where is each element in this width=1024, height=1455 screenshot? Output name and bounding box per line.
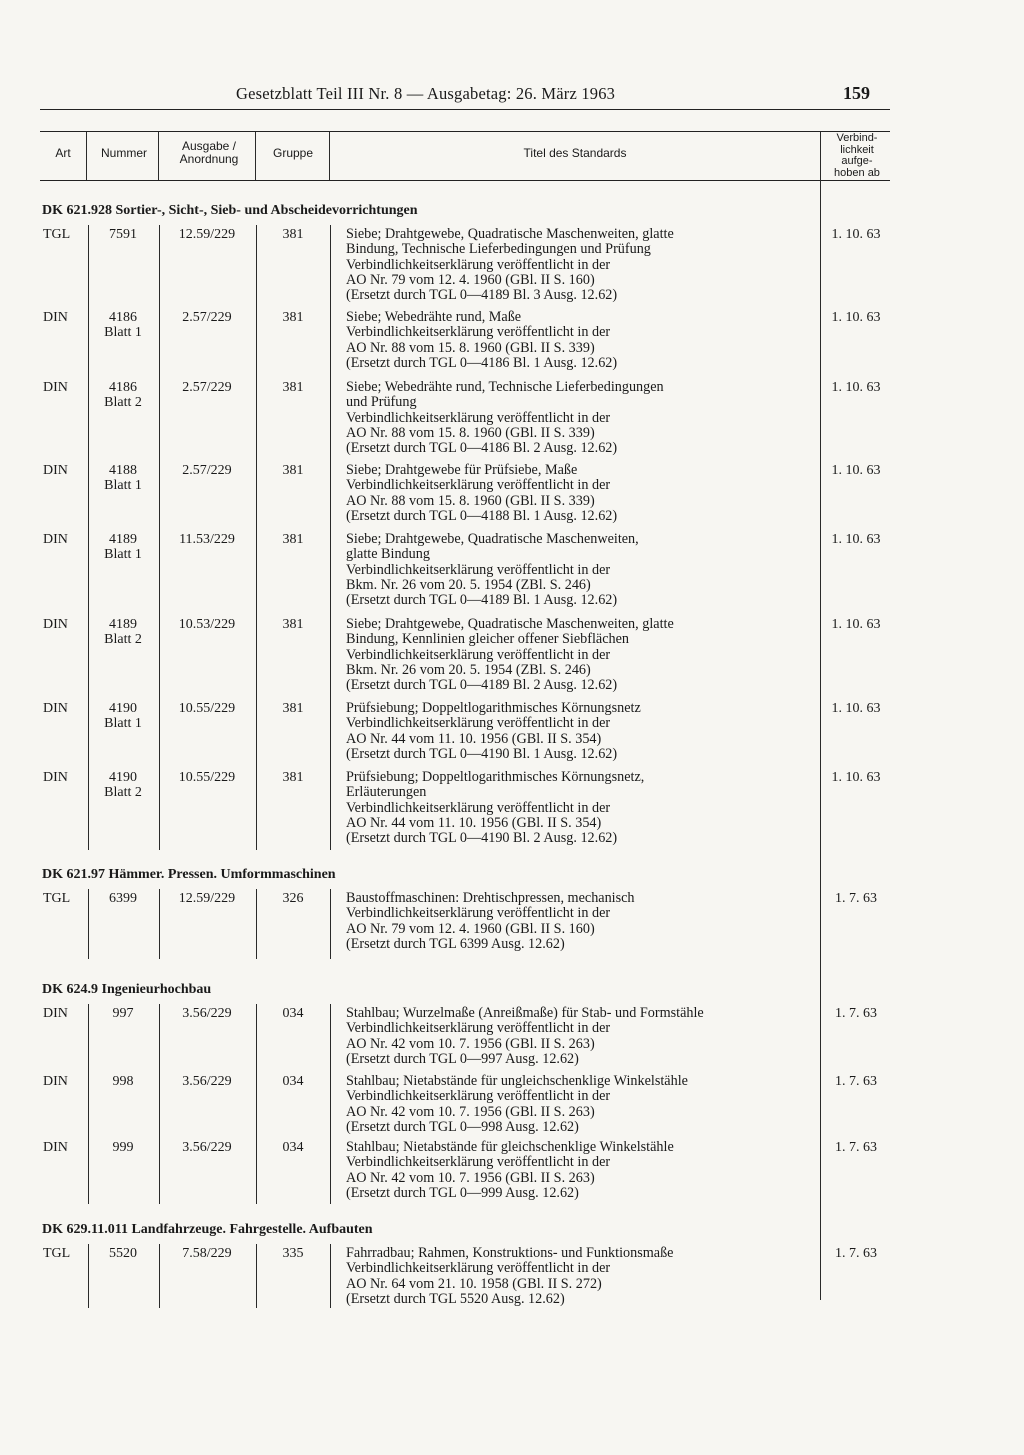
standard-type: DIN bbox=[43, 1006, 68, 1021]
standard-number bbox=[88, 227, 158, 242]
standard-title-line: Siebe; Drahtgewebe, Quadratische Maschenweiten, glatte bbox=[346, 616, 674, 632]
section-heading: DK 621.928 Sortier-, Sicht-, Sieb- und Abscheidevorrichtungen bbox=[42, 203, 418, 218]
standard-number bbox=[88, 1140, 158, 1155]
standard-title-line: AO Nr. 79 vom 12. 4. 1960 (GBl. II S. 160) bbox=[346, 920, 595, 937]
page-number: 159 bbox=[843, 83, 870, 103]
standard-number bbox=[88, 1246, 158, 1261]
standard-blatt: Blatt 2 bbox=[104, 395, 142, 411]
standard-type: DIN bbox=[43, 701, 68, 716]
standard-type: DIN bbox=[43, 532, 68, 547]
standard-blatt: Blatt 1 bbox=[104, 547, 142, 563]
verbindlichkeit-date: 1. 7. 63 bbox=[835, 891, 877, 906]
ausgabe-anordnung: 10.55/229 bbox=[178, 701, 236, 716]
standard-title-line: AO Nr. 88 vom 15. 8. 1960 (GBl. II S. 339) bbox=[346, 492, 595, 509]
verbindlichkeit-date: 1. 10. 63 bbox=[831, 227, 881, 242]
standard-title-line: Stahlbau; Nietabstände für ungleichschenklige Winkelstähle bbox=[346, 1073, 688, 1089]
standard-title-line: (Ersetzt durch TGL 0—998 Ausg. 12.62) bbox=[346, 1118, 579, 1135]
standard-title-line: (Ersetzt durch TGL 6399 Ausg. 12.62) bbox=[346, 935, 565, 952]
gruppe: 381 bbox=[282, 380, 304, 395]
standard-type: DIN bbox=[43, 770, 68, 785]
standard-number bbox=[88, 1074, 158, 1089]
standard-title bbox=[346, 1074, 688, 1135]
standard-title-line: Siebe; Drahtgewebe, Quadratische Maschenweiten, bbox=[346, 531, 639, 547]
standard-title-line: AO Nr. 88 vom 15. 8. 1960 (GBl. II S. 339) bbox=[346, 339, 595, 356]
standard-title-line: Verbindlichkeitserklärung veröffentlicht in der bbox=[346, 1154, 611, 1171]
standard-title-line: Verbindlichkeitserklärung veröffentlicht in der bbox=[346, 1020, 611, 1037]
gruppe: 381 bbox=[282, 227, 304, 242]
column-header-verb-line3: aufge- bbox=[841, 155, 873, 167]
standard-title-line: AO Nr. 64 vom 21. 10. 1958 (GBl. II S. 272) bbox=[346, 1275, 602, 1292]
table-header bbox=[40, 133, 892, 179]
standard-title-line: (Ersetzt durch TGL 0—4186 Bl. 1 Ausg. 12.62) bbox=[346, 354, 618, 371]
column-divider bbox=[256, 225, 257, 850]
column-divider bbox=[256, 889, 257, 959]
standard-number bbox=[88, 532, 158, 563]
section-heading: DK 621.97 Hämmer. Pressen. Umformmaschinen bbox=[42, 867, 336, 882]
standard-title-line: Bkm. Nr. 26 vom 20. 5. 1954 (ZBl. S. 246) bbox=[346, 576, 591, 593]
standard-number-value: 998 bbox=[112, 1074, 134, 1089]
gruppe: 326 bbox=[282, 891, 304, 906]
column-divider bbox=[88, 1004, 89, 1204]
standard-number bbox=[88, 463, 158, 494]
standard-title-line: glatte Bindung bbox=[346, 546, 430, 563]
header-divider bbox=[329, 132, 330, 180]
standard-title-line: Verbindlichkeitserklärung veröffentlicht in der bbox=[346, 799, 611, 816]
standard-title bbox=[346, 463, 617, 524]
standard-title-line: Verbindlichkeitserklärung veröffentlicht in der bbox=[346, 1088, 611, 1105]
header-divider bbox=[255, 132, 256, 180]
standard-title-line: Baustoffmaschinen: Drehtischpressen, mechanisch bbox=[346, 890, 635, 906]
standard-title-line: und Prüfung bbox=[346, 394, 417, 411]
header-divider bbox=[158, 132, 159, 180]
verbindlichkeit-date: 1. 10. 63 bbox=[831, 463, 881, 478]
standard-number-value: 4189 bbox=[109, 617, 137, 632]
standard-title-line: (Ersetzt durch TGL 0—4189 Bl. 3 Ausg. 12.62) bbox=[346, 287, 618, 304]
column-divider bbox=[330, 1244, 331, 1308]
standard-title-line: Siebe; Webedrähte rund, Maße bbox=[346, 309, 522, 325]
standard-title-line: Stahlbau; Nietabstände für gleichschenklige Winkelstähle bbox=[346, 1139, 674, 1155]
standard-title bbox=[346, 532, 639, 608]
standard-number-value: 999 bbox=[112, 1140, 134, 1155]
standard-title-line: (Ersetzt durch TGL 5520 Ausg. 12.62) bbox=[346, 1290, 565, 1307]
column-header-art: Art bbox=[55, 146, 71, 160]
standard-title bbox=[346, 1140, 674, 1201]
standard-blatt: Blatt 1 bbox=[104, 325, 142, 341]
gruppe: 034 bbox=[282, 1006, 304, 1021]
standard-title-line: (Ersetzt durch TGL 0—4190 Bl. 2 Ausg. 12.62) bbox=[346, 830, 618, 847]
standard-number-value: 7591 bbox=[109, 227, 137, 242]
standard-title-line: (Ersetzt durch TGL 0—4190 Bl. 1 Ausg. 12.62) bbox=[346, 745, 618, 762]
verbindlichkeit-date: 1. 10. 63 bbox=[831, 310, 881, 325]
standard-type: DIN bbox=[43, 1140, 68, 1155]
standard-title-line: Siebe; Drahtgewebe für Prüfsiebe, Maße bbox=[346, 462, 578, 478]
gruppe: 381 bbox=[282, 532, 304, 547]
standard-title-line: Verbindlichkeitserklärung veröffentlicht in der bbox=[346, 561, 611, 578]
verbindlichkeit-column-border bbox=[820, 180, 821, 1300]
gruppe: 381 bbox=[282, 310, 304, 325]
ausgabe-anordnung: 7.58/229 bbox=[182, 1246, 232, 1261]
standard-blatt: Blatt 1 bbox=[104, 716, 142, 732]
standard-number-value: 4186 bbox=[109, 380, 137, 395]
standard-type: DIN bbox=[43, 463, 68, 478]
gruppe: 034 bbox=[282, 1140, 304, 1155]
column-divider bbox=[256, 1244, 257, 1308]
verbindlichkeit-date: 1. 10. 63 bbox=[831, 770, 881, 785]
standard-title-line: Verbindlichkeitserklärung veröffentlicht in der bbox=[346, 409, 611, 426]
standard-title bbox=[346, 1246, 673, 1307]
standard-title bbox=[346, 891, 635, 952]
column-divider bbox=[330, 889, 331, 959]
gruppe: 381 bbox=[282, 701, 304, 716]
table-top-rule bbox=[40, 131, 890, 132]
ausgabe-anordnung: 12.59/229 bbox=[178, 891, 236, 906]
standard-title-line: AO Nr. 88 vom 15. 8. 1960 (GBl. II S. 339) bbox=[346, 424, 595, 441]
ausgabe-anordnung: 12.59/229 bbox=[178, 227, 236, 242]
verbindlichkeit-date: 1. 7. 63 bbox=[835, 1246, 877, 1261]
standard-title-line: Verbindlichkeitserklärung veröffentlicht in der bbox=[346, 905, 611, 922]
ausgabe-anordnung: 2.57/229 bbox=[182, 463, 232, 478]
standard-number bbox=[88, 701, 158, 732]
gruppe: 381 bbox=[282, 617, 304, 632]
page-title: Gesetzblatt Teil III Nr. 8 — Ausgabetag: 26. März 1963 bbox=[236, 84, 616, 103]
standard-number-value: 4189 bbox=[109, 532, 137, 547]
standard-title-line: Verbindlichkeitserklärung veröffentlicht in der bbox=[346, 256, 611, 273]
standard-number bbox=[88, 1006, 158, 1021]
section-heading: DK 629.11.011 Landfahrzeuge. Fahrgestelle. Aufbauten bbox=[42, 1222, 373, 1237]
standard-title-line: AO Nr. 42 vom 10. 7. 1956 (GBl. II S. 263) bbox=[346, 1035, 595, 1052]
ausgabe-anordnung: 2.57/229 bbox=[182, 380, 232, 395]
standard-title-line: AO Nr. 44 vom 11. 10. 1956 (GBl. II S. 354) bbox=[346, 814, 602, 831]
column-header-gruppe: Gruppe bbox=[272, 146, 314, 160]
standard-title-line: Siebe; Drahtgewebe, Quadratische Maschenweiten, glatte bbox=[346, 226, 674, 242]
standard-title bbox=[346, 617, 674, 693]
standard-number-value: 997 bbox=[112, 1006, 134, 1021]
verbindlichkeit-date: 1. 7. 63 bbox=[835, 1006, 877, 1021]
standard-number bbox=[88, 380, 158, 411]
standard-title-line: (Ersetzt durch TGL 0—4189 Bl. 2 Ausg. 12.62) bbox=[346, 677, 618, 694]
standard-type: TGL bbox=[43, 227, 71, 242]
column-divider bbox=[159, 1004, 160, 1204]
ausgabe-anordnung: 3.56/229 bbox=[182, 1140, 232, 1155]
verbindlichkeit-date: 1. 10. 63 bbox=[831, 532, 881, 547]
standard-title-line: Fahrradbau; Rahmen, Konstruktions- und Funktionsmaße bbox=[346, 1245, 674, 1261]
standard-title-line: (Ersetzt durch TGL 0—4186 Bl. 2 Ausg. 12.62) bbox=[346, 440, 618, 457]
standard-title-line: Verbindlichkeitserklärung veröffentlicht in der bbox=[346, 324, 611, 341]
standard-title-line: AO Nr. 42 vom 10. 7. 1956 (GBl. II S. 263) bbox=[346, 1103, 595, 1120]
standard-title-line: Verbindlichkeitserklärung veröffentlicht in der bbox=[346, 715, 611, 732]
standard-title-line: Siebe; Webedrähte rund, Technische Lieferbedingungen bbox=[346, 379, 664, 395]
standard-number bbox=[88, 891, 158, 906]
column-divider bbox=[256, 1004, 257, 1204]
standard-title-line: Prüfsiebung; Doppeltlogarithmisches Körnungsnetz, bbox=[346, 769, 645, 785]
standard-title bbox=[346, 380, 664, 456]
column-header-titel: Titel des Standards bbox=[523, 146, 627, 160]
standard-title-line: AO Nr. 42 vom 10. 7. 1956 (GBl. II S. 263) bbox=[346, 1169, 595, 1186]
standard-title-line: (Ersetzt durch TGL 0—997 Ausg. 12.62) bbox=[346, 1050, 579, 1067]
standard-title-line: AO Nr. 44 vom 11. 10. 1956 (GBl. II S. 354) bbox=[346, 730, 602, 747]
standard-type: DIN bbox=[43, 1074, 68, 1089]
standard-title-line: Prüfsiebung; Doppeltlogarithmisches Körnungsnetz bbox=[346, 700, 641, 716]
column-header-verb-line1: Verbind- bbox=[836, 132, 878, 144]
gruppe: 381 bbox=[282, 463, 304, 478]
gruppe: 381 bbox=[282, 770, 304, 785]
standard-number-value: 4190 bbox=[109, 770, 137, 785]
standard-type: DIN bbox=[43, 617, 68, 632]
standard-number bbox=[88, 770, 158, 801]
ausgabe-anordnung: 10.53/229 bbox=[178, 617, 236, 632]
standard-title-line: Verbindlichkeitserklärung veröffentlicht in der bbox=[346, 646, 611, 663]
verbindlichkeit-date: 1. 10. 63 bbox=[831, 380, 881, 395]
column-divider bbox=[330, 225, 331, 850]
standard-title bbox=[346, 701, 641, 762]
standard-title bbox=[346, 310, 617, 371]
standard-blatt: Blatt 1 bbox=[104, 478, 142, 494]
standard-number-value: 5520 bbox=[109, 1246, 137, 1261]
standard-number bbox=[88, 310, 158, 341]
standard-title-line: Stahlbau; Wurzelmaße (Anreißmaße) für Stab- und Formstähle bbox=[346, 1005, 704, 1021]
ausgabe-anordnung: 10.55/229 bbox=[178, 770, 236, 785]
standard-title-line: Erläuterungen bbox=[346, 784, 427, 801]
standard-title-line: AO Nr. 79 vom 12. 4. 1960 (GBl. II S. 160) bbox=[346, 271, 595, 288]
verbindlichkeit-date: 1. 7. 63 bbox=[835, 1074, 877, 1089]
standard-title-line: (Ersetzt durch TGL 0—999 Ausg. 12.62) bbox=[346, 1184, 579, 1201]
table-header-rule bbox=[40, 180, 890, 181]
verbindlichkeit-date: 1. 7. 63 bbox=[835, 1140, 877, 1155]
standard-type: TGL bbox=[43, 1246, 71, 1261]
verbindlichkeit-date: 1. 10. 63 bbox=[831, 701, 881, 716]
gruppe: 335 bbox=[282, 1246, 304, 1261]
column-header-verbindlichkeit bbox=[822, 133, 892, 179]
standard-title bbox=[346, 1006, 704, 1067]
standard-title-line: Bkm. Nr. 26 vom 20. 5. 1954 (ZBl. S. 246) bbox=[346, 661, 591, 678]
standard-number-value: 4186 bbox=[109, 310, 137, 325]
standard-number-value: 4188 bbox=[109, 463, 137, 478]
standard-title bbox=[346, 227, 674, 303]
standard-title-line: Bindung, Kennlinien gleicher offener Siebflächen bbox=[346, 631, 630, 648]
column-header-verb-line4: hoben ab bbox=[834, 166, 880, 179]
column-header-verb-line2: lichkeit bbox=[840, 143, 874, 156]
gruppe: 034 bbox=[282, 1074, 304, 1089]
ausgabe-anordnung: 2.57/229 bbox=[182, 310, 232, 325]
standard-blatt: Blatt 2 bbox=[104, 632, 142, 648]
header-divider bbox=[820, 132, 821, 180]
column-header-nummer: Nummer bbox=[100, 146, 147, 160]
header-rule bbox=[40, 109, 890, 110]
ausgabe-anordnung: 3.56/229 bbox=[182, 1006, 232, 1021]
ausgabe-anordnung: 11.53/229 bbox=[179, 532, 235, 547]
standard-number-value: 4190 bbox=[109, 701, 137, 716]
standard-blatt: Blatt 2 bbox=[104, 785, 142, 801]
standard-title bbox=[346, 770, 644, 846]
header-divider bbox=[86, 132, 87, 180]
standard-type: DIN bbox=[43, 380, 68, 395]
column-header-ausgabe bbox=[162, 140, 256, 166]
standard-type: TGL bbox=[43, 891, 71, 906]
standard-title-line: (Ersetzt durch TGL 0—4189 Bl. 1 Ausg. 12.62) bbox=[346, 592, 618, 609]
standard-title-line: (Ersetzt durch TGL 0—4188 Bl. 1 Ausg. 12.62) bbox=[346, 507, 618, 524]
ausgabe-anordnung: 3.56/229 bbox=[182, 1074, 232, 1089]
column-divider bbox=[330, 1004, 331, 1204]
standard-title-line: Verbindlichkeitserklärung veröffentlicht in der bbox=[346, 1260, 611, 1277]
standard-number-value: 6399 bbox=[109, 891, 137, 906]
verbindlichkeit-date: 1. 10. 63 bbox=[831, 617, 881, 632]
column-header-ausgabe-line2: Anordnung bbox=[179, 152, 239, 166]
standard-title-line: Bindung, Technische Lieferbedingungen und Prüfung bbox=[346, 241, 651, 258]
standard-type: DIN bbox=[43, 310, 68, 325]
standard-number bbox=[88, 617, 158, 648]
standard-title-line: Verbindlichkeitserklärung veröffentlicht in der bbox=[346, 477, 611, 494]
column-header-ausgabe-line1: Ausgabe / bbox=[181, 139, 237, 153]
section-heading: DK 624.9 Ingenieurhochbau bbox=[42, 982, 212, 997]
